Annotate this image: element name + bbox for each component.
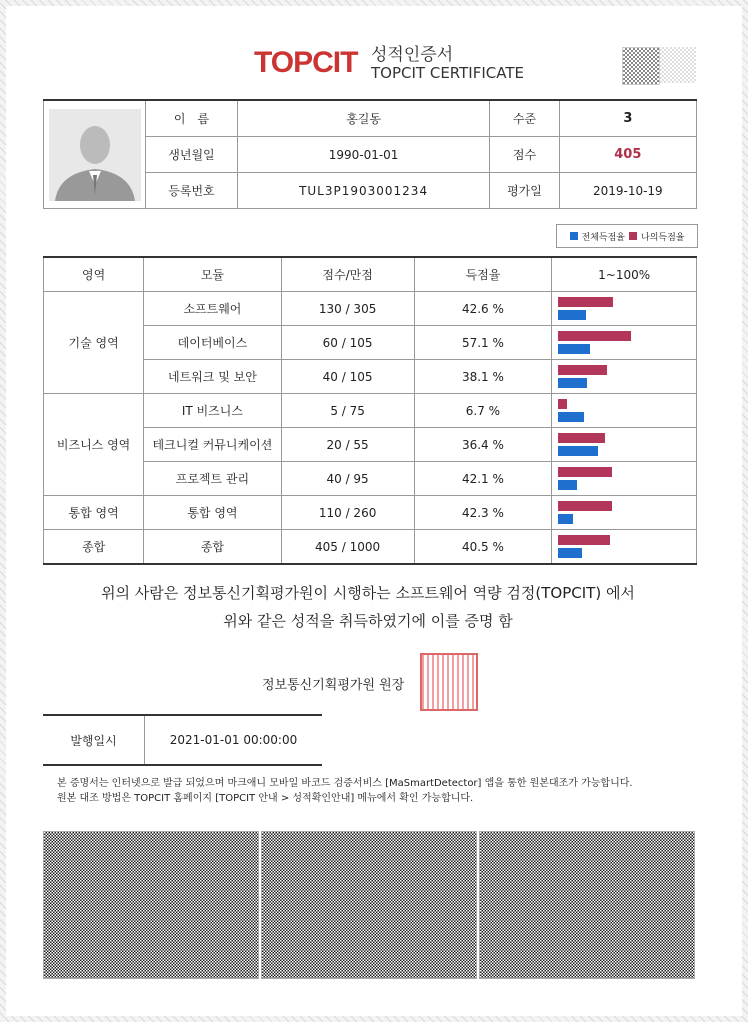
area-integrated: 통합 영역 (44, 496, 144, 530)
my-rate-bar (558, 501, 612, 511)
note-line-1: 본 증명서는 인터넷으로 발급 되었으며 마크애니 모바일 바코드 검증서비스 [MaSmartDetector] 앱을 통한 원본대조가 가능합니다. (57, 778, 633, 789)
my-rate-bar (558, 399, 567, 409)
bar-cell (552, 496, 697, 530)
all-rate-bar (558, 514, 573, 524)
bar-cell (552, 530, 697, 565)
issue-label: 발행일시 (43, 715, 145, 765)
module-name: 네트워크 및 보안 (144, 360, 281, 394)
module-score: 60 / 105 (281, 326, 414, 360)
header-module: 모듈 (144, 257, 281, 292)
note-line-2: 원본 대조 방법은 TOPCIT 홈페이지 [TOPCIT 안내 > 성적확인안내] 메뉴에서 확인 가능합니다. (57, 793, 474, 804)
person-photo-icon (49, 109, 141, 201)
legend-all-label: 전체득점율 (581, 232, 625, 243)
issue-value: 2021-01-01 00:00:00 (145, 715, 323, 765)
date-value: 2019-10-19 (559, 173, 696, 209)
legend-mine-swatch (629, 232, 637, 240)
verification-barcode-3 (479, 831, 695, 979)
legend-mine-label: 나의득점율 (641, 232, 685, 243)
module-score: 40 / 105 (281, 360, 414, 394)
issuer-name: 정보통신기획평가원 원장 (262, 678, 405, 693)
module-rate: 57.1 % (414, 326, 552, 360)
statement-line-1: 위의 사람은 정보통신기획평가원이 시행하는 소프트웨어 역량 검정(TOPCIT) 에서 (101, 584, 635, 602)
header-range: 1~100% (552, 257, 697, 292)
module-score: 110 / 260 (281, 496, 414, 530)
score-label: 점수 (490, 137, 559, 173)
level-value: 3 (559, 100, 696, 137)
small-qr-code-faded-icon (660, 47, 696, 83)
module-name: 데이터베이스 (144, 326, 281, 360)
module-rate: 36.4 % (414, 428, 552, 462)
my-rate-bar (558, 433, 605, 443)
my-rate-bar (558, 365, 607, 375)
my-rate-bar (558, 467, 612, 477)
all-rate-bar (558, 378, 587, 388)
name-value: 홍길동 (237, 100, 489, 137)
module-score: 405 / 1000 (281, 530, 414, 565)
title-korean: 성적인증서 (371, 45, 454, 65)
scores-table (43, 256, 697, 565)
all-rate-bar (558, 480, 577, 490)
bar-cell (552, 394, 697, 428)
all-rate-bar (558, 310, 586, 320)
module-rate: 42.3 % (414, 496, 552, 530)
verification-barcode-1 (43, 831, 259, 979)
module-rate: 38.1 % (414, 360, 552, 394)
area-total: 종합 (44, 530, 144, 565)
bar-cell (552, 326, 697, 360)
module-rate: 42.6 % (414, 292, 552, 326)
bar-cell (552, 462, 697, 496)
bar-cell (552, 292, 697, 326)
score-value: 405 (559, 137, 696, 173)
chart-legend (556, 224, 698, 248)
header-score: 점수/만점 (281, 257, 414, 292)
module-name: IT 비즈니스 (144, 394, 281, 428)
my-rate-bar (558, 331, 631, 341)
my-rate-bar (558, 535, 610, 545)
module-score: 20 / 55 (281, 428, 414, 462)
legend-all-swatch (570, 232, 578, 240)
reg-value: TUL3P1903001234 (237, 173, 489, 209)
all-rate-bar (558, 412, 584, 422)
title-english: TOPCIT CERTIFICATE (371, 64, 524, 82)
birth-label: 생년월일 (146, 137, 238, 173)
module-name: 프로젝트 관리 (144, 462, 281, 496)
official-seal-icon (420, 653, 478, 711)
bar-cell (552, 428, 697, 462)
my-rate-bar (558, 297, 613, 307)
header-area: 영역 (44, 257, 144, 292)
area-business: 비즈니스 영역 (44, 394, 144, 496)
all-rate-bar (558, 344, 590, 354)
topcit-logo: TOPCIT (254, 46, 358, 79)
module-name: 소프트웨어 (144, 292, 281, 326)
statement-line-2: 위와 같은 성적을 취득하였기에 이를 증명 함 (223, 612, 513, 630)
area-tech: 기술 영역 (44, 292, 144, 394)
module-score: 40 / 95 (281, 462, 414, 496)
all-rate-bar (558, 446, 598, 456)
issue-date-table (43, 714, 322, 766)
date-label: 평가일 (490, 173, 559, 209)
module-name: 종합 (144, 530, 281, 565)
module-name: 통합 영역 (144, 496, 281, 530)
module-rate: 6.7 % (414, 394, 552, 428)
header-rate: 득점율 (414, 257, 552, 292)
reg-label: 등록번호 (146, 173, 238, 209)
all-rate-bar (558, 548, 582, 558)
level-label: 수준 (490, 100, 559, 137)
photo-cell (44, 100, 146, 209)
module-rate: 42.1 % (414, 462, 552, 496)
module-score: 130 / 305 (281, 292, 414, 326)
small-qr-code-icon (622, 47, 660, 85)
bar-cell (552, 360, 697, 394)
name-label: 이 름 (146, 100, 238, 137)
module-rate: 40.5 % (414, 530, 552, 565)
personal-info-table (43, 99, 697, 209)
module-score: 5 / 75 (281, 394, 414, 428)
module-name: 테크니컬 커뮤니케이션 (144, 428, 281, 462)
verification-barcode-2 (261, 831, 477, 979)
birth-value: 1990-01-01 (237, 137, 489, 173)
